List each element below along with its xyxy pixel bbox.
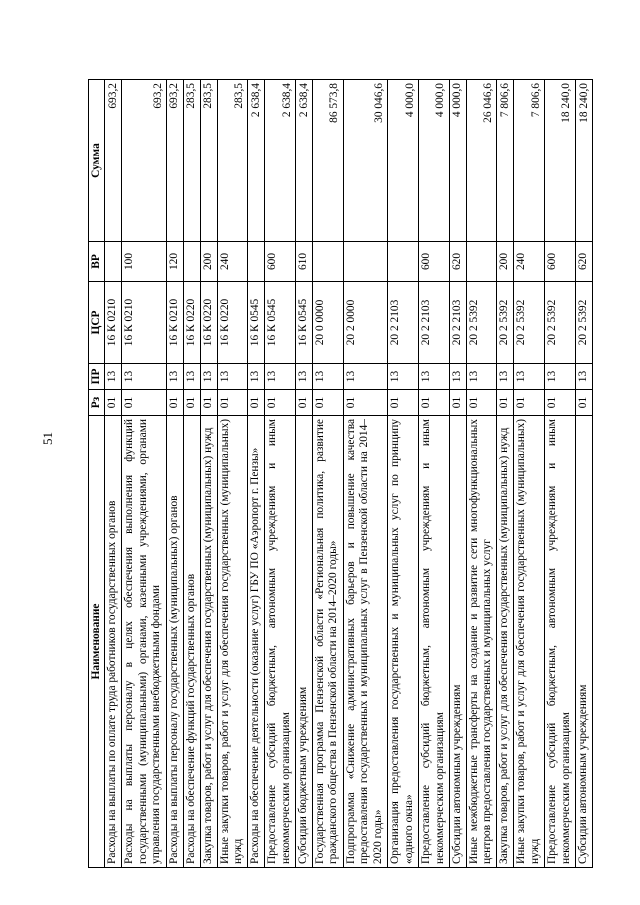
cell-rz: 01 bbox=[514, 390, 545, 416]
cell-pr: 13 bbox=[343, 364, 388, 390]
cell-name: Иные закупки товаров, работ и услуг для обеспечения государственных (муниципальных) нужд bbox=[514, 416, 545, 868]
cell-csr: 20 0 0000 bbox=[312, 282, 343, 364]
cell-csr: 16 К 0545 bbox=[296, 282, 313, 364]
table-row bbox=[575, 80, 592, 868]
cell-vr bbox=[388, 242, 419, 282]
cell-vr bbox=[466, 242, 497, 282]
cell-csr: 16 К 0220 bbox=[217, 282, 248, 364]
cell-csr: 16 К 0220 bbox=[183, 282, 200, 364]
cell-csr: 20 2 5392 bbox=[575, 282, 592, 364]
cell-name: Иные межбюджетные трансферты на создание и развитие сети многофункциональных центров предоставления государственных и муниципальных услуг bbox=[466, 416, 497, 868]
cell-csr: 20 2 2103 bbox=[419, 282, 450, 364]
cell-vr: 620 bbox=[449, 242, 466, 282]
cell-rz: 01 bbox=[296, 390, 313, 416]
cell-pr: 13 bbox=[183, 364, 200, 390]
cell-vr: 200 bbox=[497, 242, 514, 282]
table-row bbox=[466, 80, 497, 868]
cell-pr: 13 bbox=[200, 364, 217, 390]
cell-sum: 18 240,0 bbox=[545, 80, 576, 242]
cell-sum: 4 000,0 bbox=[449, 80, 466, 242]
cell-sum: 18 240,0 bbox=[575, 80, 592, 242]
cell-sum: 30 046,6 bbox=[343, 80, 388, 242]
cell-vr bbox=[312, 242, 343, 282]
table-row bbox=[497, 80, 514, 868]
cell-pr: 13 bbox=[514, 364, 545, 390]
cell-vr: 600 bbox=[545, 242, 576, 282]
cell-name: Предоставление субсидий бюджетным, автономным учреждениям и иным некоммерческим организациям bbox=[265, 416, 296, 868]
cell-sum: 4 000,0 bbox=[419, 80, 450, 242]
table-row bbox=[343, 80, 388, 868]
table-row bbox=[248, 80, 265, 868]
cell-csr: 20 2 0000 bbox=[343, 282, 388, 364]
header-pr: ПР bbox=[89, 364, 105, 390]
cell-sum: 26 046,6 bbox=[466, 80, 497, 242]
cell-name: Субсидии автономным учреждениям bbox=[575, 416, 592, 868]
cell-rz: 01 bbox=[166, 390, 183, 416]
cell-name: Подпрограмма «Снижение административных барьеров и повышение качества предоставления государственных и муниципальных услуг в Пензенской области на 2014–2020 годы» bbox=[343, 416, 388, 868]
cell-vr: 600 bbox=[419, 242, 450, 282]
cell-pr: 13 bbox=[575, 364, 592, 390]
table-row bbox=[419, 80, 450, 868]
cell-pr: 13 bbox=[122, 364, 167, 390]
cell-pr: 13 bbox=[105, 364, 122, 390]
cell-vr: 100 bbox=[122, 242, 167, 282]
cell-vr: 120 bbox=[166, 242, 183, 282]
cell-csr: 16 К 0210 bbox=[105, 282, 122, 364]
rotated-table-container bbox=[88, 80, 593, 868]
cell-name: Иные закупки товаров, работ и услуг для обеспечения государственных (муниципальных) нужд bbox=[217, 416, 248, 868]
cell-csr: 20 2 5392 bbox=[545, 282, 576, 364]
cell-name: Закупка товаров, работ и услуг для обеспечения государственных (муниципальных) нужд bbox=[497, 416, 514, 868]
cell-name: Расходы на обеспечение функций государственных органов bbox=[183, 416, 200, 868]
cell-pr: 13 bbox=[166, 364, 183, 390]
table-row bbox=[514, 80, 545, 868]
cell-sum: 2 638,4 bbox=[296, 80, 313, 242]
header-csr: ЦСР bbox=[89, 282, 105, 364]
cell-pr: 13 bbox=[248, 364, 265, 390]
cell-vr: 240 bbox=[514, 242, 545, 282]
cell-vr: 620 bbox=[575, 242, 592, 282]
cell-name: Субсидии автономным учреждениям bbox=[449, 416, 466, 868]
cell-sum: 283,5 bbox=[217, 80, 248, 242]
cell-rz: 01 bbox=[449, 390, 466, 416]
cell-rz: 01 bbox=[122, 390, 167, 416]
cell-vr: 240 bbox=[217, 242, 248, 282]
header-name: Наименование bbox=[89, 416, 105, 868]
table-row bbox=[265, 80, 296, 868]
cell-rz: 01 bbox=[248, 390, 265, 416]
cell-rz: 01 bbox=[575, 390, 592, 416]
cell-name: Предоставление субсидий бюджетным, автономным учреждениям и иным некоммерческим организациям bbox=[419, 416, 450, 868]
cell-sum: 86 573,8 bbox=[312, 80, 343, 242]
cell-csr: 20 2 2103 bbox=[388, 282, 419, 364]
cell-csr: 20 2 5392 bbox=[514, 282, 545, 364]
cell-rz: 01 bbox=[265, 390, 296, 416]
cell-rz: 01 bbox=[497, 390, 514, 416]
cell-sum: 2 638,4 bbox=[248, 80, 265, 242]
cell-vr bbox=[183, 242, 200, 282]
cell-csr: 20 2 2103 bbox=[449, 282, 466, 364]
table-row bbox=[200, 80, 217, 868]
cell-vr: 600 bbox=[265, 242, 296, 282]
page-number: 51 bbox=[40, 432, 55, 445]
cell-rz: 01 bbox=[183, 390, 200, 416]
cell-pr: 13 bbox=[312, 364, 343, 390]
cell-vr: 610 bbox=[296, 242, 313, 282]
cell-csr: 16 К 0220 bbox=[200, 282, 217, 364]
cell-rz: 01 bbox=[419, 390, 450, 416]
cell-pr: 13 bbox=[545, 364, 576, 390]
cell-pr: 13 bbox=[388, 364, 419, 390]
header-sum: Сумма bbox=[89, 80, 105, 242]
cell-sum: 7 806,6 bbox=[497, 80, 514, 242]
cell-rz: 01 bbox=[545, 390, 576, 416]
cell-name: Расходы на выплаты персоналу государственных (муниципальных) органов bbox=[166, 416, 183, 868]
cell-rz: 01 bbox=[466, 390, 497, 416]
cell-csr: 16 К 0210 bbox=[122, 282, 167, 364]
table-row bbox=[449, 80, 466, 868]
cell-sum: 283,5 bbox=[200, 80, 217, 242]
cell-vr: 200 bbox=[200, 242, 217, 282]
cell-sum: 7 806,6 bbox=[514, 80, 545, 242]
cell-name: Закупка товаров, работ и услуг для обеспечения государственных (муниципальных) нужд bbox=[200, 416, 217, 868]
cell-csr: 20 2 5392 bbox=[466, 282, 497, 364]
table-row bbox=[296, 80, 313, 868]
cell-csr: 20 2 5392 bbox=[497, 282, 514, 364]
cell-name: Субсидии бюджетным учреждениям bbox=[296, 416, 313, 868]
cell-sum: 283,5 bbox=[183, 80, 200, 242]
table-header-row bbox=[89, 80, 105, 868]
cell-name: Предоставление субсидий бюджетным, автономным учреждениям и иным некоммерческим организациям bbox=[545, 416, 576, 868]
cell-name: Расходы на выплаты персоналу в целях обеспечения выполнения функций государственными (муниципальными) органами, казенными учреждениями, органами управления государственными внебюджетными фондами bbox=[122, 416, 167, 868]
cell-sum: 693,2 bbox=[166, 80, 183, 242]
cell-pr: 13 bbox=[449, 364, 466, 390]
cell-name: Расходы на выплаты по оплате труда работников государственных органов bbox=[105, 416, 122, 868]
cell-pr: 13 bbox=[296, 364, 313, 390]
cell-rz: 01 bbox=[343, 390, 388, 416]
cell-sum: 4 000,0 bbox=[388, 80, 419, 242]
table-row bbox=[217, 80, 248, 868]
cell-rz: 01 bbox=[200, 390, 217, 416]
table-row bbox=[312, 80, 343, 868]
cell-pr: 13 bbox=[497, 364, 514, 390]
cell-sum: 693,2 bbox=[105, 80, 122, 242]
cell-sum: 693,2 bbox=[122, 80, 167, 242]
header-vr: ВР bbox=[89, 242, 105, 282]
table-row bbox=[388, 80, 419, 868]
cell-csr: 16 К 0545 bbox=[265, 282, 296, 364]
table-row bbox=[122, 80, 167, 868]
cell-pr: 13 bbox=[419, 364, 450, 390]
cell-rz: 01 bbox=[105, 390, 122, 416]
cell-pr: 13 bbox=[265, 364, 296, 390]
cell-pr: 13 bbox=[466, 364, 497, 390]
cell-pr: 13 bbox=[217, 364, 248, 390]
header-rz: Рз bbox=[89, 390, 105, 416]
cell-vr bbox=[248, 242, 265, 282]
cell-rz: 01 bbox=[388, 390, 419, 416]
budget-table bbox=[88, 79, 593, 868]
cell-vr bbox=[105, 242, 122, 282]
cell-name: Организация предоставления государственных и муниципальных услуг по принципу «одного окна» bbox=[388, 416, 419, 868]
cell-vr bbox=[343, 242, 388, 282]
table-row bbox=[166, 80, 183, 868]
table-row bbox=[545, 80, 576, 868]
cell-sum: 2 638,4 bbox=[265, 80, 296, 242]
cell-csr: 16 К 0545 bbox=[248, 282, 265, 364]
table-row bbox=[183, 80, 200, 868]
cell-name: Расходы на обеспечение деятельности (оказание услуг) ГБУ ПО «Аэропорт г. Пензы» bbox=[248, 416, 265, 868]
cell-rz: 01 bbox=[217, 390, 248, 416]
cell-csr: 16 К 0210 bbox=[166, 282, 183, 364]
table-row bbox=[105, 80, 122, 868]
cell-name: Государственная программа Пензенской области «Региональная политика, развитие гражданского общества в Пензенской области на 2014–2020 годы» bbox=[312, 416, 343, 868]
cell-rz: 01 bbox=[312, 390, 343, 416]
